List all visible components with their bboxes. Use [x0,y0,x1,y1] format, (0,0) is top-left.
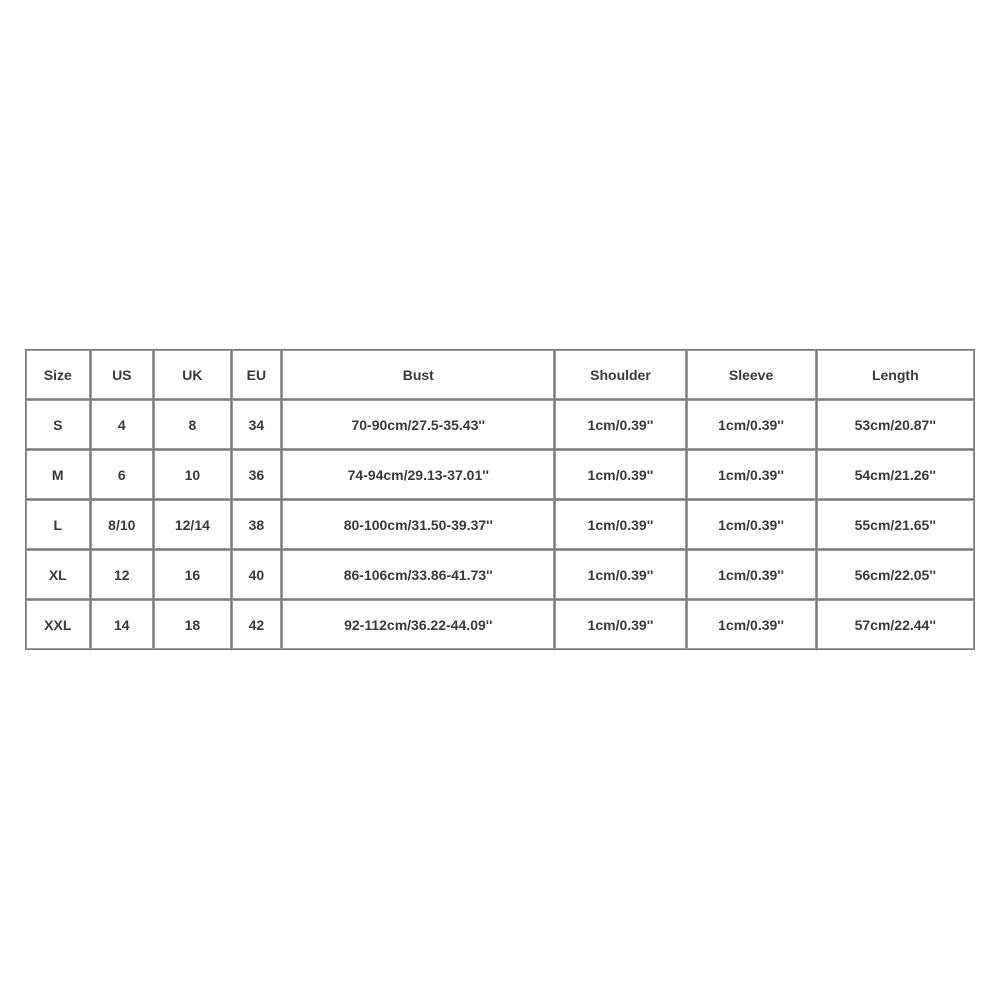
header-shoulder: Shoulder [555,350,685,399]
table-row [26,450,974,499]
table-header-row [26,350,974,399]
cell-shoulder: 1cm/0.39'' [555,500,685,549]
cell-sleeve: 1cm/0.39'' [687,600,816,649]
table-row [26,400,974,449]
cell-bust: 74-94cm/29.13-37.01'' [282,450,554,499]
header-sleeve: Sleeve [687,350,816,399]
table-row [26,600,974,649]
cell-bust: 80-100cm/31.50-39.37'' [282,500,554,549]
cell-eu: 42 [232,600,281,649]
cell-uk: 10 [154,450,231,499]
cell-eu: 36 [232,450,281,499]
header-bust: Bust [282,350,554,399]
cell-shoulder: 1cm/0.39'' [555,400,685,449]
cell-length: 57cm/22.44'' [817,600,974,649]
cell-bust: 92-112cm/36.22-44.09'' [282,600,554,649]
cell-eu: 34 [232,400,281,449]
cell-size: XXL [26,600,90,649]
cell-us: 14 [91,600,154,649]
cell-uk: 18 [154,600,231,649]
header-length: Length [817,350,974,399]
cell-uk: 12/14 [154,500,231,549]
cell-length: 53cm/20.87'' [817,400,974,449]
header-size: Size [26,350,90,399]
size-chart-table [25,349,975,650]
cell-shoulder: 1cm/0.39'' [555,600,685,649]
cell-size: M [26,450,90,499]
cell-length: 54cm/21.26'' [817,450,974,499]
cell-us: 8/10 [91,500,154,549]
cell-sleeve: 1cm/0.39'' [687,450,816,499]
cell-sleeve: 1cm/0.39'' [687,500,816,549]
cell-shoulder: 1cm/0.39'' [555,550,685,599]
cell-size: XL [26,550,90,599]
cell-eu: 40 [232,550,281,599]
cell-us: 6 [91,450,154,499]
table-row [26,550,974,599]
cell-size: S [26,400,90,449]
header-us: US [91,350,154,399]
header-eu: EU [232,350,281,399]
cell-length: 56cm/22.05'' [817,550,974,599]
cell-us: 12 [91,550,154,599]
cell-shoulder: 1cm/0.39'' [555,450,685,499]
header-uk: UK [154,350,231,399]
cell-uk: 16 [154,550,231,599]
cell-size: L [26,500,90,549]
cell-sleeve: 1cm/0.39'' [687,400,816,449]
cell-us: 4 [91,400,154,449]
cell-uk: 8 [154,400,231,449]
cell-bust: 86-106cm/33.86-41.73'' [282,550,554,599]
cell-bust: 70-90cm/27.5-35.43'' [282,400,554,449]
cell-sleeve: 1cm/0.39'' [687,550,816,599]
cell-length: 55cm/21.65'' [817,500,974,549]
cell-eu: 38 [232,500,281,549]
table-row [26,500,974,549]
